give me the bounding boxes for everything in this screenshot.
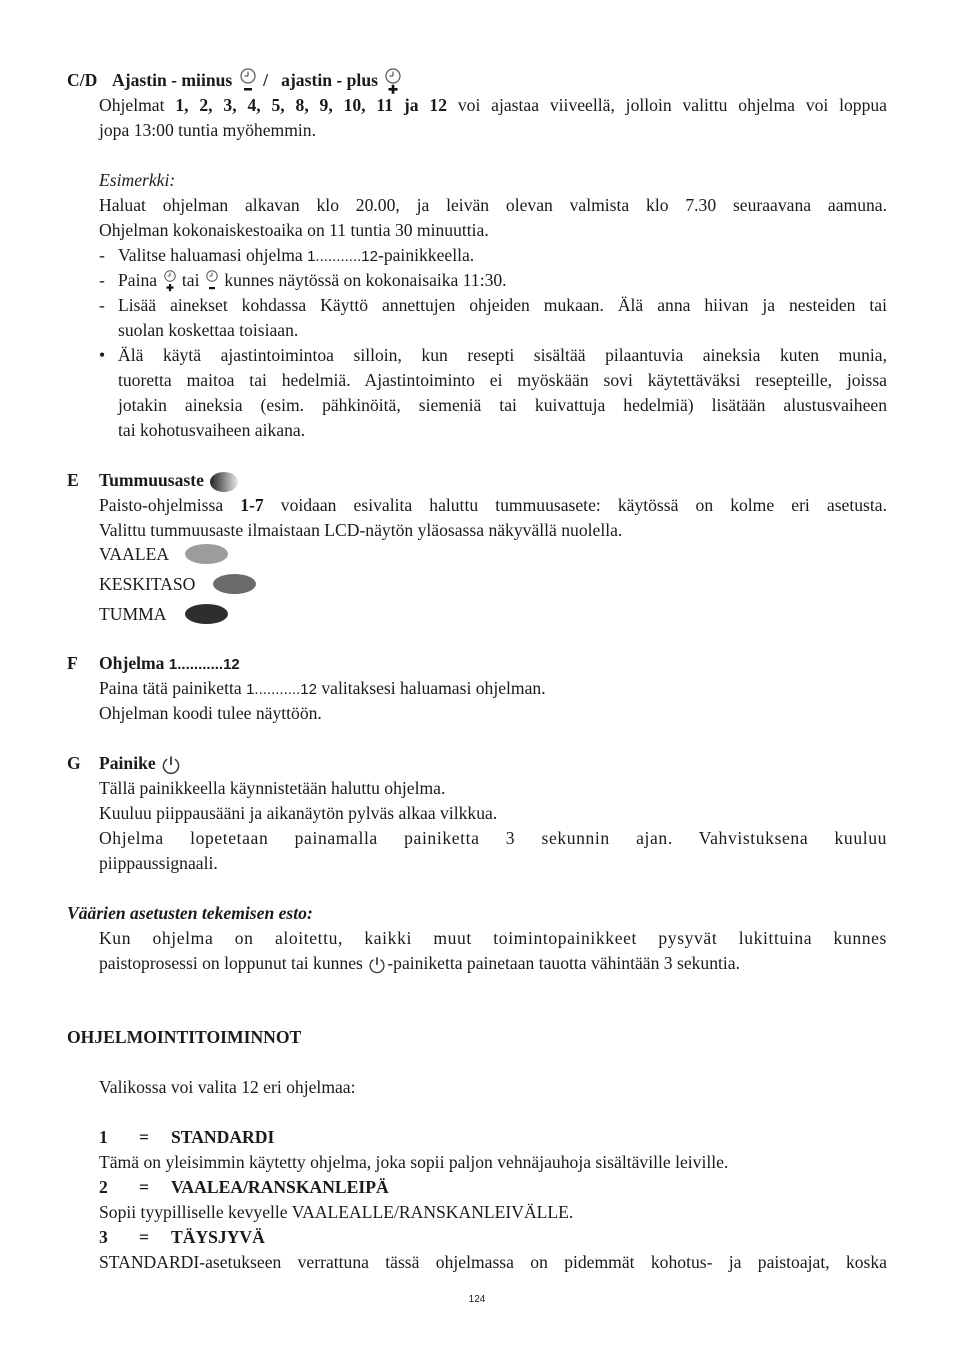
- programs-heading: OHJELMOINTITOIMINNOT: [67, 1027, 302, 1047]
- darkness-swatch-medium: [213, 574, 256, 594]
- darkness-level-medium: KESKITASO: [99, 574, 196, 594]
- program-item-description: Tämä on yleisimmin käytetty ohjelma, joka sopii paljon vehnäjauhoja sisältäville leiville.: [99, 1152, 729, 1172]
- darkness-title: Tummuusaste: [99, 470, 204, 490]
- page-number: 124: [468, 1294, 486, 1305]
- lock-line-2: [99, 951, 740, 976]
- timer-minus-icon: [237, 68, 259, 96]
- program-item-number: 2: [99, 1177, 108, 1197]
- program-item-equals: =: [139, 1177, 150, 1197]
- program-title: Ohjelma: [99, 653, 165, 673]
- timer-plus-icon: [382, 68, 404, 96]
- dash-marker: -: [99, 270, 105, 290]
- lock-line2-suffix: -painiketta painetaan tauotta vähintään 3 sekuntia.: [387, 953, 741, 973]
- power-line-2: Kuuluu piippausääni ja aikanäytön pylväs alkaa vilkkua.: [99, 803, 498, 823]
- note-line-2: tuoretta maitoa tai hedelmiä. Ajastintoiminto ei myöskään sovi käytettäväksi resepteille, joissa: [118, 370, 887, 390]
- cd-intro-line-1: [99, 93, 887, 118]
- dash-marker: -: [99, 245, 105, 265]
- darkness-line1-prefix: Paisto-ohjelmissa: [99, 495, 224, 515]
- cd-intro-programs: 1, 2, 3, 4, 5, 8, 9, 10, 11 ja 12: [175, 95, 447, 115]
- section-e-label: E: [67, 470, 79, 490]
- example-step-3-line-1: Lisää ainekset kohdassa Käyttö annettujen ohjeiden mukaan. Älä anna hiivan ja nesteiden tai: [118, 295, 887, 315]
- darkness-swatch-light: [185, 544, 228, 564]
- cd-intro-prefix: Ohjelmat: [99, 95, 165, 115]
- power-line-4: piippaussignaali.: [99, 853, 218, 873]
- section-cd-label: C/D: [67, 70, 98, 90]
- power-line-1: Tällä painikkeella käynnistetään haluttu ohjelma.: [99, 778, 446, 798]
- step2-prefix: Paina: [118, 270, 158, 290]
- lock-line2-prefix: paistoprosessi on loppunut tai kunnes: [99, 953, 363, 973]
- step1-suffix: -painikkeella.: [377, 245, 475, 265]
- step2-middle: tai: [181, 270, 200, 290]
- section-e-heading: [99, 468, 240, 493]
- example-line-2: Ohjelman kokonaiskestoaika on 11 tuntia 30 minuuttia.: [99, 220, 489, 240]
- section-f-label: F: [67, 653, 78, 673]
- program-item-name: VAALEA/RANSKANLEIPÄ: [171, 1177, 389, 1197]
- darkness-program-range: 1-7: [240, 495, 264, 515]
- programs-intro: Valikossa voi valita 12 eri ohjelmaa:: [99, 1077, 356, 1097]
- darkness-line-2: Valittu tummuusaste ilmaistaan LCD-näytön yläosassa näkyvällä nuolella.: [99, 520, 623, 540]
- darkness-level-dark: TUMMA: [99, 604, 167, 624]
- example-step-3-line-2: suolan koskettaa toisiaan.: [118, 320, 299, 340]
- step2-suffix: kunnes näytössä on kokonaisaika 11:30.: [224, 270, 507, 290]
- heading-slash: /: [263, 70, 268, 91]
- power-icon: [367, 955, 387, 975]
- darkness-swatch-dark: [185, 604, 228, 624]
- program-item-description: Sopii tyypilliselle kevyelle VAALEALLE/RANSKANLEIVÄLLE.: [99, 1202, 574, 1222]
- example-heading: Esimerkki:: [99, 170, 176, 190]
- program-title-range: 1...........12: [168, 656, 240, 673]
- program-item-name: STANDARDI: [171, 1127, 275, 1147]
- darkness-level-light: VAALEA: [99, 544, 170, 564]
- program-item-description: STANDARDI-asetukseen verrattuna tässä ohjelmassa on pidemmät kohotus- ja paistoajat, koska: [99, 1252, 887, 1272]
- cd-intro-line-2: jopa 13:00 tuntia myöhemmin.: [99, 120, 316, 140]
- lock-heading: Väärien asetusten tekemisen esto:: [67, 903, 313, 923]
- section-cd-heading: [112, 68, 404, 96]
- example-step-2: [118, 268, 507, 294]
- darkness-line-1: [99, 493, 887, 518]
- program-item-equals: =: [139, 1127, 150, 1147]
- program-line1-prefix: Paina tätä painiketta: [99, 678, 242, 698]
- section-g-heading: [99, 751, 182, 776]
- program-line1-range: 1...........12: [246, 681, 317, 698]
- note-line-1: Älä käytä ajastintoimintoa silloin, kun resepti sisältää pilaantuvia aineksia kuten munia,: [118, 345, 887, 365]
- program-item-number: 3: [99, 1227, 108, 1247]
- program-line-1: [99, 676, 546, 702]
- program-item-number: 1: [99, 1127, 108, 1147]
- step1-prefix: Valitse haluamasi ohjelma: [118, 245, 303, 265]
- section-f-heading: [99, 651, 240, 677]
- power-title: Painike: [99, 753, 156, 773]
- dash-marker: -: [99, 295, 105, 315]
- example-line-1: Haluat ohjelman alkavan klo 20.00, ja leivän olevan valmista klo 7.30 seuraavana aamuna.: [99, 195, 887, 215]
- program-line1-suffix: valitaksesi haluamasi ohjelman.: [321, 678, 546, 698]
- program-item-name: TÄYSJYVÄ: [171, 1227, 265, 1247]
- darkness-icon: [208, 471, 240, 493]
- timer-minus-title: Ajastin - miinus: [112, 70, 233, 91]
- timer-plus-icon: [162, 270, 178, 294]
- darkness-line1-suffix: voidaan esivalita haluttu tummuusasete: käytössä on kolme eri asetusta.: [280, 495, 887, 515]
- timer-plus-title: ajastin - plus: [281, 70, 378, 91]
- example-step-1: [118, 243, 474, 269]
- note-line-4: tai kohotusvaiheen aikana.: [118, 420, 306, 440]
- section-g-label: G: [67, 753, 81, 773]
- step1-range: 1...........12: [307, 248, 378, 265]
- program-line-2: Ohjelman koodi tulee näyttöön.: [99, 703, 322, 723]
- power-icon: [160, 754, 182, 776]
- program-item-equals: =: [139, 1227, 150, 1247]
- power-line-3: Ohjelma lopetetaan painamalla painiketta 3 sekunnin ajan. Vahvistuksena kuuluu: [99, 828, 887, 848]
- lock-line-1: Kun ohjelma on aloitettu, kaikki muut toimintopainikkeet pysyvät lukittuina kunnes: [99, 928, 887, 948]
- timer-minus-icon: [204, 270, 220, 294]
- cd-intro-suffix: voi ajastaa viiveellä, jolloin valittu ohjelma voi loppua: [457, 95, 887, 115]
- note-line-3: jotakin aineksia (esim. pähkinöitä, siemeniä tai kuivattuja hedelmiä) lisätään alustusvaiheen: [118, 395, 887, 415]
- bullet-marker: •: [99, 345, 106, 365]
